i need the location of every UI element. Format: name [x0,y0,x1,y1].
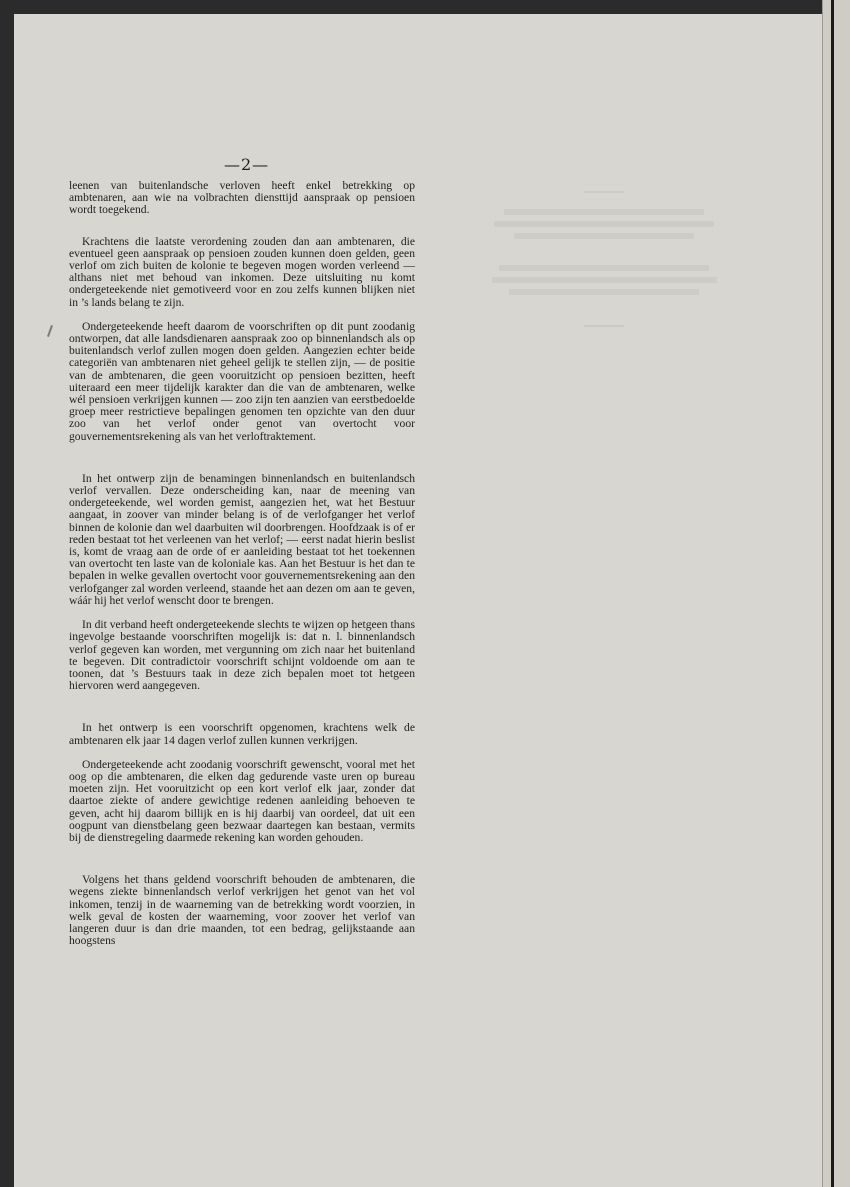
pencil-mark [47,325,53,337]
paragraph: Volgens het thans geldend voorschrift behouden de ambtenaren, die wegens ziekte binnenlandsch verlof verkrijgen het genot van het vol inkomen, tenzij in de waarneming van de betrekking wordt voorzien, in welk geval de kosten der waarneming, voor zoover het verlof van langeren duur is dan drie maanden, tot een bedrag, gelijkstaande aan hoogstens [69,873,415,948]
paragraph: Ondergeteekende acht zoodanig voorschrift gewenscht, vooral met het oog op die ambtenaren, die elken dag gedurende vaste uren op bureau moeten zijn. Het vooruitzicht op een kort verlof elk jaar, zonder dat daartoe ziekte of andere gewichtige redenen aanleiding behoeven te geven, acht hij daarom billijk en is hij daarbij van oordeel, dat uit een oogpunt van dienstbelang geen bezwaar daartegen kan bestaan, vermits bij de dienstregeling daarmede rekening kan worden gehouden. [69,757,415,844]
text-column [69,180,415,947]
page-number: —2— [224,155,270,174]
paragraph: leenen van buitenlandsche verloven heeft enkel betrekking op ambtenaren, aan wie na volbrachten diensttijd aanspraak op pensioen wordt toegekend. [69,179,415,217]
document-page [14,14,822,1187]
binding-spine [822,0,850,1187]
paragraph: Krachtens die laatste verordening zouden dan aan ambtenaren, die eventueel geen aanspraak op pensioen zouden kunnen doen gelden, geen verlof om zich buiten de kolonie te begeven mogen worden verleend — althans niet met behoud van inkomen. Deze uitsluiting nu komt ondergeteekende niet gemotiveerd voor en zou zelfs kunnen blijken niet in ’s lands belang te zijn. [69,234,415,309]
paragraph: Ondergeteekende heeft daarom de voorschriften op dit punt zoodanig ontworpen, dat alle landsdienaren aanspraak zoo op binnenlandsch als op buitenlandsch verlof zullen mogen doen gelden. Aangezien echter beide categoriën van ambtenaren niet geheel gelijk te stellen zijn, — de positie van de ambtenaren, die geen vooruitzicht op pensioen bezitten, heeft uiteraard een meer tijdelijk karakter dan die van de ambtenaren, welke wél pensioen verkrijgen kunnen — zoo zijn ten aanzien van eerstbedoelde groep meer restrictieve bepalingen genomen ten opzichte van den duur zoo van het verlof onder genot van overtocht voor gouvernementsrekening als van het verloftraktement. [69,319,415,443]
paragraph: In het ontwerp zijn de benamingen binnenlandsch en buitenlandsch verlof vervallen. Deze onderscheiding kan, naar de meening van ondergeteekende, wel worden gemist, aangezien het, wat het Bestuur aangaat, in zoover van minder belang is of de verlofganger het verlof binnen de kolonie dan wel daarbuiten wil doorbrengen. Hoofdzaak is of er reden bestaat tot het verleenen van het verlof; — eerst nadat hierin beslist is, komt de vraag aan de orde of er aanleiding bestaat tot het toekennen van overtocht ten laste van de koloniale kas. Aan het Bestuur is het dan te bepalen in welke gevallen overtocht voor gouvernementsrekening aan den verlofganger zal worden verleend, staande het aan dezen om aan te geven, wáár hij het verlof wenscht door te brengen. [69,471,415,607]
paragraph: In dit verband heeft ondergeteekende slechts te wijzen op hetgeen thans ingevolge bestaande voorschriften mogelijk is: dat n. l. binnenlandsch verlof gegeven kan worden, met vergunning om zich naar het buitenland te begeven. Dit contradictoir voorschrift schijnt voldoende om aan te toonen, dat ’s Bestuurs taak in deze zich bepalen moet tot hetgeen hiervoren werd aangegeven. [69,618,415,693]
paragraph: In het ontwerp is een voorschrift opgenomen, krachtens welk de ambtenaren elk jaar 14 dagen verlof zullen kunnen verkrijgen. [69,721,415,747]
bleed-through-decoration [454,134,754,490]
